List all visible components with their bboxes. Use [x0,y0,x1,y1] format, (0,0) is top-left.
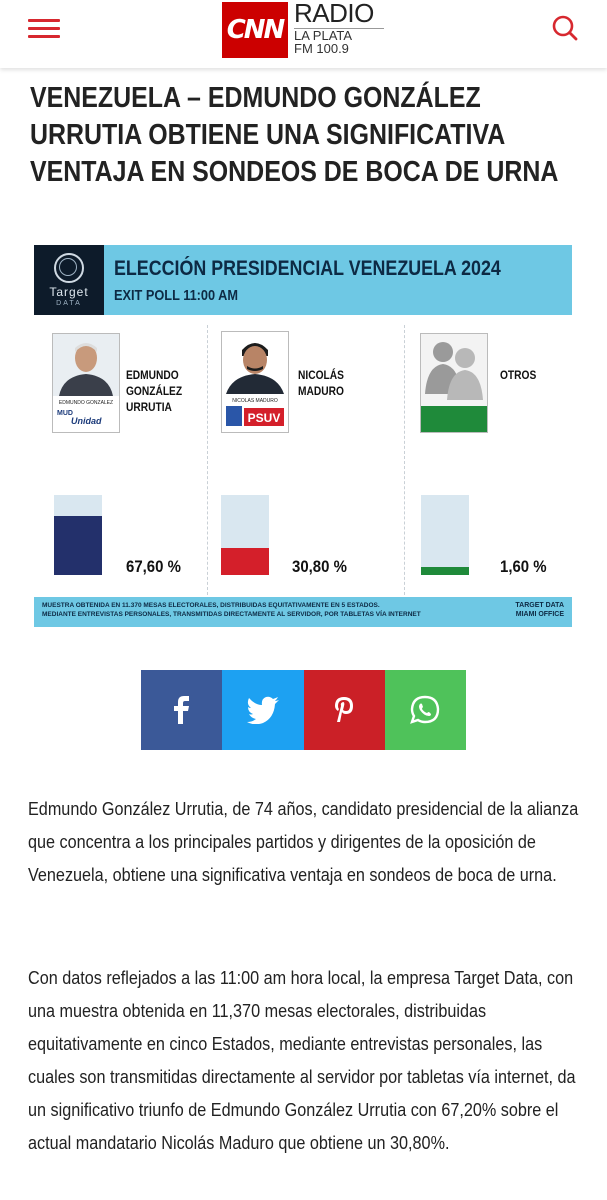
whatsapp-icon [409,694,441,726]
candidate-name-gonzalez [126,367,182,415]
vote-percentage-gonzalez: 67,60 % [126,557,181,576]
share-bar [141,670,466,750]
vote-bar-maduro [221,495,269,575]
candidate-name-line: GONZÁLEZ [126,384,183,398]
exit-poll-infographic [34,245,572,635]
vote-bar-gonzalez [54,495,102,575]
twitter-icon [246,696,280,724]
photo-caption-gonzalez: EDMUNDO GONZALEZ [58,400,114,406]
candidate-photo-maduro [221,331,289,433]
candidate-photo-gonzalez [52,333,120,433]
infographic-footer [34,597,572,627]
footnote-line: MUESTRA OBTENIDA EN 11.370 MESAS ELECTORALES, DISTRIBUIDAS EQUITATIVAMENTE EN 5 ESTADOS. [42,602,380,609]
target-inner-ring-icon [59,258,77,276]
article-paragraph: Edmundo González Urrutia, de 74 años, candidato presidencial de la alianza que concentra a los principales partidos y dirigentes de la oposición de Venezuela, obtiene una significativa ventaja en sondeos de boca de urna. [28,799,579,885]
cnn-logo: CNN [222,2,288,58]
vote-percentage-otros: 1,60 % [500,557,547,576]
search-icon[interactable] [551,14,579,42]
infographic-subtitle: EXIT POLL 11:00 AM [114,287,239,304]
column-divider [404,325,405,595]
vote-bar-fill-maduro [221,548,269,575]
share-whatsapp-button[interactable] [385,670,466,750]
vote-bar-fill-gonzalez [54,516,102,575]
infographic-title: ELECCIÓN PRESIDENCIAL VENEZUELA 2024 [114,257,501,280]
infographic-source [515,601,564,619]
footnote-line: MEDIANTE ENTREVISTAS PERSONALES, TRANSMITIDAS DIRECTAMENTE AL SERVIDOR, POR TABLETAS VÍA INTERNET [42,611,421,618]
vote-bar-otros [421,495,469,575]
infographic-footnote [42,601,462,619]
source-line: MIAMI OFFICE [515,611,564,618]
share-pinterest-button[interactable] [304,670,385,750]
candidate-name-maduro [298,367,344,399]
site-logo[interactable] [222,2,392,60]
target-logo-subtext: DATA [56,300,82,307]
candidate-name-otros [500,367,536,383]
article-headline: VENEZUELA – EDMUNDO GONZÁLEZ URRUTIA OBTIENE UNA SIGNIFICATIVA VENTAJA EN SONDEOS DE BOCA DE URNA [30,82,559,188]
party-tag-mud: MUD [57,410,73,417]
pinterest-icon [332,695,356,725]
logo-radio-text: RADIO [294,0,374,28]
share-facebook-button[interactable] [141,670,222,750]
vote-percentage-maduro: 30,80 % [292,557,347,576]
share-twitter-button[interactable] [222,670,303,750]
logo-frequency-text: FM 100.9 [294,41,349,56]
candidate-name-line: NICOLÁS [298,368,344,382]
candidate-photo-otros [420,333,488,433]
logo-city-text: LA PLATA [294,28,353,43]
candidate-name-line: MADURO [298,384,344,398]
party-tag-unidad: Unidad [71,416,102,426]
candidate-name-line: URRUTIA [126,400,172,414]
target-logo-text: Target [49,285,89,299]
top-navigation-bar [0,0,607,68]
party-tag-psuv: PSUV [247,411,281,425]
facebook-icon [171,695,193,725]
photo-caption-maduro: NICOLAS MADURO [232,398,278,404]
article-paragraph: Con datos reflejados a las 11:00 am hora local, la empresa Target Data, con una muestra obtenida en 11,370 mesas electorales, distribuidas equitativamente en cinco Estados, mediante entrevistas personales, las cuales son transmitidas directamente al servidor por tabletas vía internet, da un significativo triunfo de Edmundo González Urrutia con 67,20% sobre el actual mandatario Nicolás Maduro que obtiene un 30,80%. [28,968,576,1153]
candidate-name-line: EDMUNDO [126,368,179,382]
source-line: TARGET DATA [515,602,564,609]
target-data-logo [34,245,104,315]
candidate-name-line: OTROS [500,368,537,382]
hamburger-menu-icon[interactable] [28,14,62,44]
infographic-banner [34,245,572,315]
vote-bar-fill-otros [421,567,469,575]
column-divider [207,325,208,595]
